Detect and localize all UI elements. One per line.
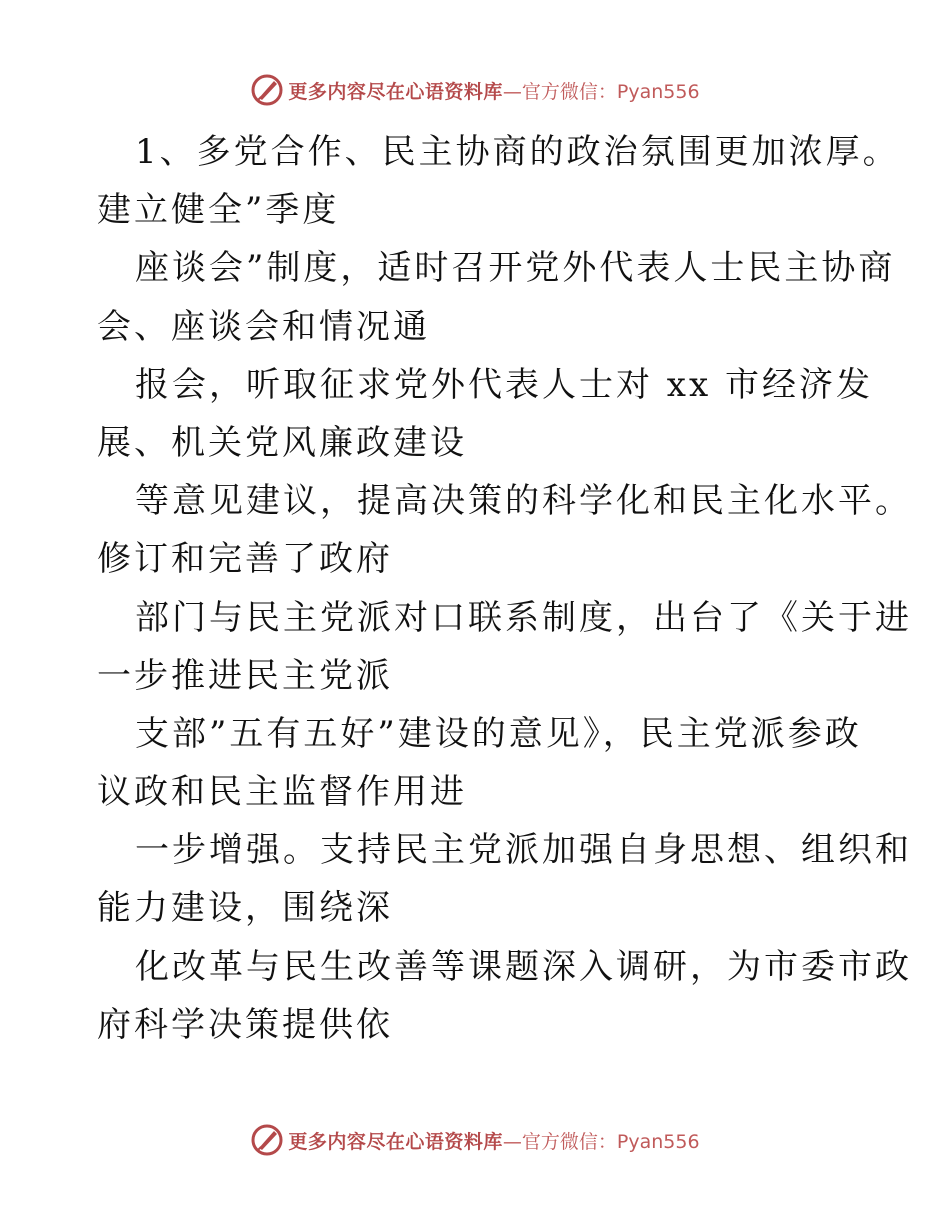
- text-line: 会、座谈会和情况通: [97, 306, 430, 347]
- document-body: [97, 123, 912, 1054]
- text-line: 报会，听取征求党外代表人士对 xx 市经济发: [135, 364, 873, 405]
- text-line: 府科学决策提供依: [97, 1004, 393, 1045]
- text-line: 座谈会”制度，适时召开党外代表人士民主协商: [135, 248, 896, 289]
- banner-main-text: 更多内容尽在心语资料库: [288, 1130, 503, 1153]
- banner-sub-text: —官方微信：Pyan556: [502, 80, 700, 103]
- quill-logo-icon: [250, 1123, 284, 1157]
- text-line: 化改革与民生改善等课题深入调研，为市委市政: [135, 946, 912, 987]
- text-line: 部门与民主党派对口联系制度，出台了《关于进: [135, 597, 912, 638]
- text-line: 1、多党合作、民主协商的政治氛围更加浓厚。: [135, 132, 900, 172]
- banner-sub-text: —官方微信：Pyan556: [502, 1130, 700, 1153]
- text-line: 展、机关党风廉政建设: [97, 422, 467, 463]
- text-line: 一步推进民主党派: [97, 655, 393, 696]
- text-line: 议政和民主监督作用进: [97, 772, 467, 813]
- text-line: 能力建设，围绕深: [97, 888, 393, 929]
- header-banner: [0, 70, 950, 110]
- text-line: 等意见建议，提高决策的科学化和民主化水平。: [135, 481, 912, 522]
- text-line: 建立健全”季度: [97, 190, 340, 231]
- text-line: 一步增强。支持民主党派加强自身思想、组织和: [135, 830, 912, 871]
- footer-banner: [0, 1120, 950, 1160]
- text-line: 修订和完善了政府: [97, 539, 393, 580]
- quill-logo-icon: [250, 73, 284, 107]
- text-line: 支部”五有五好”建设的意见》，民主党派参政: [135, 713, 862, 754]
- banner-main-text: 更多内容尽在心语资料库: [288, 80, 503, 103]
